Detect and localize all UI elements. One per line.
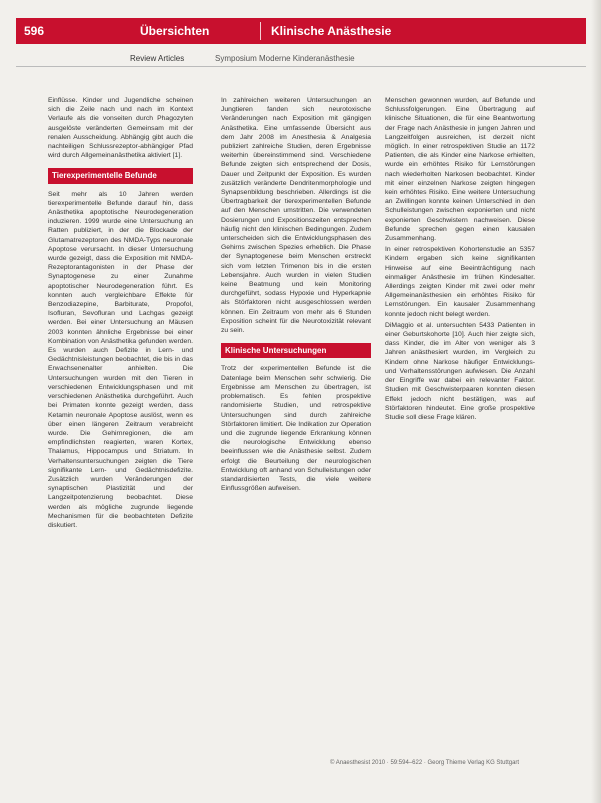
symposium-label: Symposium Moderne Kinderanästhesie bbox=[215, 54, 355, 63]
page-footer: © Anaesthesist 2010 · 59:594–622 · Georg Thieme Verlag KG Stuttgart bbox=[330, 760, 520, 766]
body-paragraph: In zahlreichen weiteren Untersuchungen an Jungtieren fanden sich neurotoxische Veränderungen nach Exposition mit gängigen Anästhetika. Eine umfassende Übersicht aus dem Jahr 2008 im Anesthesia & Analgesia publiziert zahlreiche Studien, deren Ergebnisse weiterhin übereinstimmend sind. Verschiedene Befunde zeigten sich entsprechend der Dosis, Dauer und Zeitpunkt der Exposition. Es wurden zusätzlich veränderte Dendritenmorphologie und Synapsenbildung beschrieben. Allerdings ist die Übertragbarkeit der tierexperimentellen Befunde auf den Menschen umstritten. Die verwendeten Dosierungen und Expositionszeiten entsprechen häufig nicht den klinischen Bedingungen. Zudem unterscheiden sich die Entwicklungsphasen des Gehirns zwischen Spezies erheblich. Die Phase der Synaptogenese beim Menschen erstreckt sich vom letzten Trimenon bis in die ersten Lebensjahre. Auch wurden in vielen Studien keine Beatmung und kein Monitoring durchgeführt, sodass Hypoxie und Hyperkapnie als Störfaktoren nicht ausgeschlossen werden können. Ein Zeitraum von mehr als 6 Stunden Exposition scheint für die Neurotoxizität relevant zu sein. bbox=[221, 97, 371, 335]
text-column-3 bbox=[385, 96, 535, 424]
header-divider bbox=[260, 22, 261, 40]
body-paragraph: Seit mehr als 10 Jahren werden tierexperimentelle Befunde darauf hin, dass Anästhetika apoptotische Neurodegeneration induzieren. 1999 wurde eine Untersuchung an Ratten publiziert, in der die Blockade der Glutamatrezeptoren des NMDA-Typs neuronale Apoptose verursacht. In dieser Untersuchung wurde gezeigt, dass die Exposition mit NMDA-Rezeptorantagonisten in der Phase der Synaptogenese zu einer Zunahme apoptotischer Neurodegeneration führt. Es konnten auch vergleichbare Effekte für Benzodiazepine, Barbiturate, Propofol, Isofluran, Sevofluran und Lachgas gezeigt werden. Bei einer Untersuchung an Mäusen 2003 konnten ähnliche Ergebnisse bei einer Kombination von Anästhetika gefunden werden. Es wurden auch Defizite in Lern- und Gedächtnisleistungen beobachtet, die bis in das Erwachsenenalter anhielten. Die Untersuchungen wurden mit den Tieren in verschiedenen Entwicklungsphasen und mit verschiedenen Anästhetika durchgeführt. Auch bei Primaten konnte gezeigt werden, dass Ketamin neuronale Apoptose auslöst, wenn es über einen längeren Zeitraum verabreicht wurde. Die Gehirnregionen, die am empfindlichsten reagierten, waren Kortex, Thalamus, Hippocampus und Striatum. In Verhaltensuntersuchungen zeigten die Tiere signifikante Lern- und Gedächtnisdefizite. Zusätzlich wurden Veränderungen der synaptischen Plastizität und der Langzeitpotenzierung beobachtet. Diese werden als mögliche zugrunde liegende Mechanismen für die beobachteten Defizite diskutiert. bbox=[48, 190, 193, 529]
article-type-label: Review Articles bbox=[130, 54, 185, 63]
section-title: Übersichten bbox=[140, 24, 210, 38]
text-column-2 bbox=[221, 96, 371, 495]
body-paragraph: In einer retrospektiven Kohortenstudie an 5357 Kindern ergaben sich keine signifikanten Hinweise auf eine Beeinträchtigung nach einmaliger Anästhesie im frühen Kindesalter. Allerdings zeigten Kinder mit zwei oder mehr Allgemeinanästhesien ein erhöhtes Risiko für Lernstörungen. Ein kausaler Zusammenhang konnte jedoch nicht belegt werden. bbox=[385, 246, 535, 318]
journal-header-bar bbox=[16, 18, 586, 44]
header-rule bbox=[16, 66, 586, 67]
body-paragraph: Menschen gewonnen wurden, auf Befunde und Schlussfolgerungen. Eine Übertragung auf klinische Situationen, die für eine Beantwortung der Frage nach Anästhesie in jungen Jahren und Langzeitfolgen ausreichen, ist derzeit nicht möglich. In einer retrospektiven Studie an 1172 Patienten, die als Kinder eine Narkose erhielten, wurde ein erhöhtes Risiko für Lernstörungen nach wiederholten Narkosen beobachtet. Kinder mit einer einzelnen Narkose zeigten hingegen kein erhöhtes Risiko. Eine weitere Untersuchung an Zwillingen konnte keinen Unterschied in den Schulleistungen zwischen exponierten und nicht exponierten Geschwistern nachweisen. Diese Befunde sprechen gegen einen kausalen Zusammenhang. bbox=[385, 97, 535, 243]
section-heading-tierexperimentell: Tierexperimentelle Befunde bbox=[48, 168, 193, 183]
text-column-1 bbox=[48, 96, 193, 532]
body-paragraph: DiMaggio et al. untersuchten 5433 Patienten in einer Geburtskohorte [10]. Auch hier zeigte sich, dass Kinder, die im Alter von weniger als 3 Jahren anästhesiert wurden, im Vergleich zu Kindern ohne Narkose häufiger Entwicklungs- und Verhaltensstörungen aufwiesen. Die Anzahl der Eingriffe war dabei ein relevanter Faktor. Studien mit Geschwisterpaaren konnten diesen Effekt jedoch nicht bestätigen, was auf Störfaktoren hindeutet. Eine große prospektive Studie soll diese Frage klären. bbox=[385, 321, 535, 421]
page-number: 596 bbox=[24, 24, 45, 38]
section-heading-klinisch: Klinische Untersuchungen bbox=[221, 343, 371, 358]
page-edge-shadow bbox=[591, 0, 601, 803]
intro-paragraph: Einflüsse. Kinder und Jugendliche scheinen sich die Zeile nach und nach im Kontext Verlaufe als die vonseiten durch Phagozyten ausgelöste veränderten Gemeinsam mit der renalen Ausscheidung. Abhängig gibt auch die nachteiligen Schlussrezeptor-abhängiger Pfad wird durch Allgemeinanästhetika aktiviert [1]. bbox=[48, 97, 193, 160]
body-paragraph: Trotz der experimentellen Befunde ist die Datenlage beim Menschen sehr schwierig. Die Ergebnisse am Menschen zu übertragen, ist problematisch. Es fehlen prospektive randomisierte Studien, und retrospektive Untersuchungen sind durch zahlreiche Störfaktoren limitiert. Die Indikation zur Operation und die zugrunde liegende Erkrankung können die neurologische Entwicklung ebenso beeinflussen wie die Anästhesie selbst. Zudem erfolgt die Beurteilung der neurologischen Entwicklung oft anhand von Schulleistungen oder standardisierten Tests, die viele weitere Einflussgrößen aufweisen. bbox=[221, 365, 371, 493]
journal-section-title: Klinische Anästhesie bbox=[271, 24, 392, 38]
